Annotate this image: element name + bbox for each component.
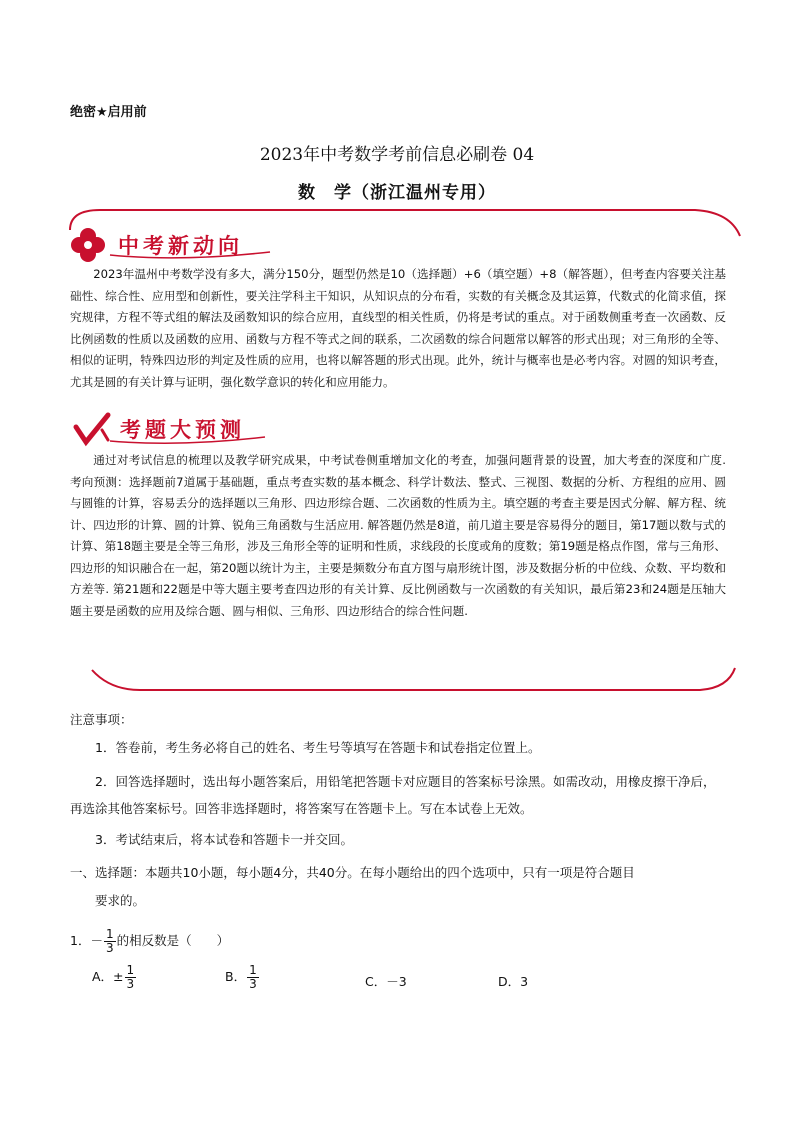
note-item-3: 3．考试结束后，将本试卷和答题卡一并交回。 xyxy=(95,832,353,847)
question-1 xyxy=(70,928,229,955)
q1-prefix: 1．－ xyxy=(70,933,103,948)
note-item-2: 2．回答选择题时，选出每小题答案后，用铅笔把答题卡对应题目的答案标号涂黑。如需改动，用橡皮擦干净后，再选涂其他答案标号。回答非选择题时，将答案写在答题卡上。写在本试卷上无效。 xyxy=(70,774,716,816)
option-b-fraction: $\frac{1}{3}$ xyxy=(249,963,257,991)
note-item-1: 1．答卷前，考生务必将自己的姓名、考生号等填写在答题卡和试卷指定位置上。 xyxy=(95,740,541,755)
section-text-prediction xyxy=(70,450,726,622)
prediction-paragraph: 通过对考试信息的梳理以及教学研究成果，中考试卷侧重增加文化的考查，加强问题背景的设置，加大考查的深度和广度. 考向预测：选择题前7道属于基础题，重点考查实数的基本概念、科学计数法、整式、三视图、数据的分析、方程组的应用、圆与圆锥的计算，容易丢分的选择题以三角形、四边形综合题、二次函数的性质为主。填空题的考查主要是因式分解、解方程、统计、四边形的计算、圆的计算、锐角三角函数与生活应用. 解答题仍然是8道，前几道主要是容易得分的题目，第17题以数与式的计算、第18题主要是全等三角形，涉及三角形全等的证明和性质，求线段的长度或角的度数；第19题是格点作图，常与三角形、四边形的知识融合在一起，第20题以统计为主，主要是频数分布直方图与扇形统计图，涉及数据分析的中位线、众数、平均数和方差等. 第21题和22题是中等大题主要考查四边形的有关计算、反比例函数与一次函数的有关知识，最后第23和24题是压轴大题主要是函数的应用及综合题、圆与相似、三角形、四边形结合的综合性问题. xyxy=(70,453,726,618)
frame-bottom-arc xyxy=(92,668,735,690)
red-check-icon xyxy=(76,415,108,442)
part1-line2: 要求的。 xyxy=(95,893,146,908)
q1-option-b: B． $\frac{1}{3}$ xyxy=(225,963,257,991)
q1-option-a: A．± $\frac{1}{3}$ xyxy=(92,963,135,991)
part1-instructions xyxy=(70,859,726,915)
exam-subtitle: 数 学（浙江温州专用） xyxy=(298,183,496,203)
confidential-label: 绝密★启用前 xyxy=(70,105,147,120)
q1-option-c: C．－3 xyxy=(365,974,407,989)
q1-fraction: $\frac{1}{3}$ xyxy=(105,927,114,955)
section-heading-prediction: 考题大预测 xyxy=(120,418,245,442)
section-text-new-trends xyxy=(70,264,726,393)
section-heading-new-trends: 中考新动向 xyxy=(118,234,243,258)
part1-line1: 一、选择题：本题共10小题，每小题4分，共40分。在每小题给出的四个选项中，只有一项是符合题目 xyxy=(70,865,635,880)
exam-title: 2023年中考数学考前信息必刷卷 04 xyxy=(259,145,535,165)
option-a-fraction: $\frac{1}{3}$ xyxy=(126,963,135,991)
q1-option-d: D．3 xyxy=(498,974,529,989)
red-clover-icon xyxy=(71,228,105,262)
q1-suffix: 的相反数是（ ） xyxy=(116,933,230,948)
new-trends-paragraph: 2023年温州中考数学没有多大，满分150分，题型仍然是10（选择题）+6（填空题）+8（解答题），但考查内容要关注基础性、综合性、应用型和创新性，要关注学科主干知识，从知识点的分布看，实数的有关概念及其运算，代数式的化简求值，探究规律，方程不等式组的解法及函数知识的综合应用，直线型的相关性质，仍将是考试的重点。对于函数侧重考查一次函数、反比例函数的性质以及函数的应用、函数与方程不等式之间的联系，二次函数的综合问题常以解答的形式出现；对三角形的全等、相似的证明，特殊四边形的判定及性质的应用，也将以解答题的形式出现。此外，统计与概率也是必考内容。对圆的知识考查，尤其是圆的有关计算与证明，强化数学意识的转化和应用能力。 xyxy=(70,267,726,389)
notes-title: 注意事项： xyxy=(70,712,133,727)
